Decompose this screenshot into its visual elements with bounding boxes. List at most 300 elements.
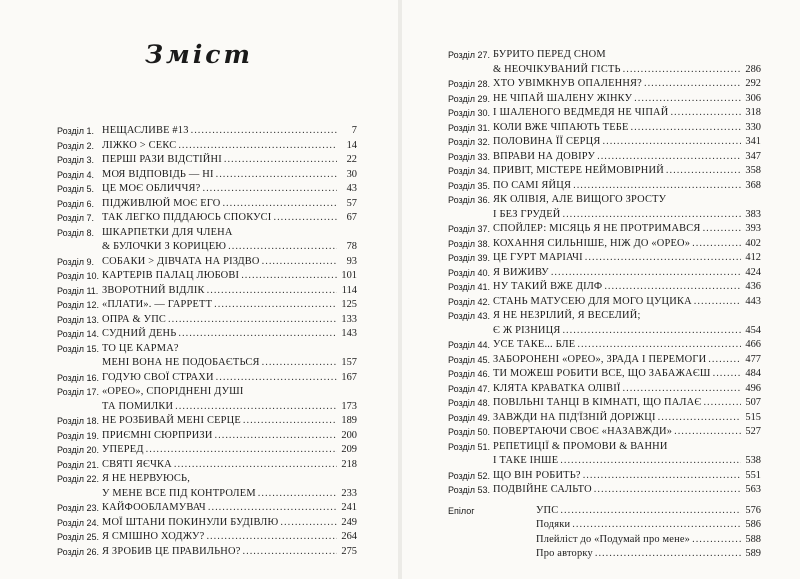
- toc-entry: [448, 518, 761, 533]
- entry-body: [493, 396, 761, 411]
- chapter-title-line: КОХАННЯ СИЛЬНІШЕ, НІЖ ДО «ОРЕО»: [493, 237, 691, 249]
- chapter-label: Розділ 20.: [57, 445, 99, 455]
- entry-last-line: [493, 63, 761, 78]
- chapter-label: Розділ 42.: [448, 296, 490, 307]
- chapter-label: Розділ 43.: [448, 311, 490, 321]
- entry-body: [493, 483, 761, 498]
- entry-last-line: [493, 396, 761, 411]
- chapter-label: Розділ 25.: [57, 532, 99, 542]
- dot-leader: [674, 425, 741, 440]
- chapter-title-line: СТАНЬ МАТУСЕЮ ДЛЯ МОГО ЦУЦИКА: [493, 295, 692, 307]
- dot-leader: [595, 547, 741, 562]
- chapter-title-line: ЩО ВІН РОБИТЬ?: [493, 469, 581, 481]
- dot-leader: [174, 458, 337, 473]
- page-number: 454: [745, 324, 761, 336]
- entry-body: [493, 222, 761, 237]
- chapter-title-line: ПЕРШІ РАЗИ ВІДСТІЙНІ: [102, 154, 222, 165]
- chapter-title-line: І ТАКЕ ІНШЕ: [493, 455, 559, 466]
- entry-body: [102, 269, 357, 284]
- entry-last-line: [493, 150, 761, 165]
- entry-last-line: [102, 313, 357, 328]
- entry-body: [102, 429, 357, 444]
- entry-body: [102, 298, 357, 313]
- chapter-title-line: СПОЙЛЕР: МІСЯЦЬ Я НЕ ПРОТРИМАВСЯ: [493, 223, 701, 234]
- chapter-label: Розділ 28.: [448, 79, 490, 89]
- chapter-title-line: ГОДУЮ СВОЇ СТРАХИ: [102, 371, 214, 383]
- entry-body: [493, 280, 761, 295]
- page-number: 318: [745, 107, 761, 118]
- chapter-title-line: ЛІЖКО > СЕКС: [102, 139, 177, 151]
- chapter-label: Розділ 10.: [57, 271, 99, 281]
- chapter-title-line: СВЯТІ ЯЄЧКА: [102, 458, 172, 470]
- page-number: 436: [745, 281, 761, 292]
- chapter-label: Розділ 19.: [57, 430, 99, 441]
- entry-body: [102, 385, 357, 414]
- chapter-title-line: Я СМІШНО ХОДЖУ?: [102, 531, 205, 542]
- toc-entry: [448, 193, 761, 222]
- chapter-label: Розділ 8.: [57, 227, 94, 238]
- toc-entry: [448, 382, 761, 397]
- page-number: 57: [346, 197, 357, 209]
- chapter-title-line: ПОВІЛЬНІ ТАНЦІ В КІМНАТІ, ЩО ПАЛАЄ: [493, 397, 702, 408]
- toc-entry: [448, 48, 761, 77]
- entry-body: [102, 139, 357, 154]
- dot-leader: [243, 414, 337, 429]
- entry-last-line: [102, 487, 357, 502]
- chapter-title-line: «ПЛАТИ». — ГАРРЕТТ: [102, 299, 213, 310]
- chapter-title-line: ЗАВЖДИ НА ПІД'ЇЗНІЙ ДОРІЖЦІ: [493, 411, 656, 423]
- dot-leader: [206, 530, 337, 545]
- chapter-label: Розділ 32.: [448, 137, 490, 147]
- page-number: 563: [745, 484, 761, 495]
- contents-title: Зміст: [145, 40, 253, 69]
- chapter-title-line: ЗВОРОТНИЙ ВІДЛІК: [102, 284, 205, 296]
- chapter-label: Розділ 38.: [448, 238, 490, 249]
- page-number: 551: [745, 469, 761, 481]
- dot-leader: [658, 411, 741, 426]
- entry-body: [536, 547, 761, 562]
- dot-leader: [207, 284, 337, 299]
- dot-leader: [708, 353, 741, 368]
- chapter-title-line: Я НЕ НЕЗРІЛИЙ, Я ВЕСЕЛИЙ;: [493, 310, 641, 321]
- entry-body: [493, 179, 761, 194]
- toc-entry: [448, 483, 761, 498]
- chapter-title-line: ПІДЖИВЛЮЙ МОЄ ЕГО: [102, 197, 221, 209]
- dot-leader: [562, 208, 741, 223]
- chapter-title-line: ПРИЄМНІ СЮРПРИЗИ: [102, 429, 213, 441]
- entry-body: [102, 342, 357, 371]
- entry-last-line: [493, 367, 761, 382]
- chapter-title-line: У МЕНЕ ВСЕ ПІД КОНТРОЛЕМ: [102, 487, 256, 499]
- chapter-label: Розділ 44.: [448, 340, 490, 350]
- chapter-label: Розділ 3.: [57, 155, 94, 165]
- page-number: 538: [745, 455, 761, 466]
- entry-body: [102, 153, 357, 168]
- chapter-title-line: ЗАБОРОНЕНІ «ОРЕО», ЗРАДА І ПЕРЕМОГИ: [493, 353, 707, 365]
- dot-leader: [692, 533, 741, 548]
- entry-last-line: [493, 295, 761, 310]
- chapter-title-line: КАЙФООБЛАМУВАЧ: [102, 502, 206, 513]
- entry-body: [493, 440, 761, 469]
- toc-entry: [57, 139, 357, 154]
- entry-last-line: [493, 338, 761, 353]
- chapter-label: Розділ 5.: [57, 184, 94, 194]
- entry-last-line: [102, 356, 357, 371]
- toc-entry: [448, 533, 761, 548]
- entry-last-line: [493, 266, 761, 281]
- entry-body: [536, 504, 761, 519]
- chapter-title-line: ТАК ЛЕГКО ПІДДАЮСЬ СПОКУСІ: [102, 212, 272, 223]
- entry-last-line: [102, 414, 357, 429]
- page-number: 393: [745, 223, 761, 234]
- page-number: 133: [341, 313, 357, 325]
- toc-entry: [57, 124, 357, 139]
- toc-entry: [57, 472, 357, 501]
- toc-entry: [57, 414, 357, 429]
- dot-leader: [273, 211, 337, 226]
- entry-last-line: [102, 139, 357, 154]
- toc-entry: [448, 440, 761, 469]
- dot-leader: [202, 182, 337, 197]
- dot-leader: [666, 164, 741, 179]
- page-number: 189: [341, 415, 357, 426]
- entry-last-line: [493, 483, 761, 498]
- toc-entry: [57, 255, 357, 270]
- chapter-title-line: ПОДВІЙНЕ САЛЬТО: [493, 484, 592, 495]
- entry-last-line: [493, 280, 761, 295]
- dot-leader: [703, 396, 741, 411]
- entry-last-line: [102, 211, 357, 226]
- dot-leader: [562, 324, 741, 339]
- toc-entry: [57, 327, 357, 342]
- chapter-title-line: КАРТЕРІВ ПАЛАЦ ЛЮБОВІ: [102, 270, 240, 281]
- page-number: 589: [745, 548, 761, 559]
- dot-leader: [262, 255, 337, 270]
- entry-body: [493, 92, 761, 107]
- entry-last-line: [102, 182, 357, 197]
- dot-leader: [214, 298, 337, 313]
- page-number: 14: [346, 139, 357, 151]
- page-number: 588: [745, 533, 761, 545]
- chapter-title-line: МОЯ ВІДПОВІДЬ — НІ: [102, 168, 214, 180]
- entry-last-line: [102, 458, 357, 473]
- dot-leader: [572, 518, 741, 533]
- chapter-title-line: КЛЯТА КРАВАТКА ОЛІВІЇ: [493, 382, 621, 394]
- page-number: 264: [341, 531, 357, 542]
- entry-body: [493, 106, 761, 121]
- entry-body: [493, 469, 761, 484]
- chapter-title-line: УСЕ ТАКЕ... БЛЕ: [493, 339, 576, 350]
- dot-leader: [585, 251, 741, 266]
- toc-entry: [448, 222, 761, 237]
- chapter-title-line: ТИ МОЖЕШ РОБИТИ ВСЕ, ЩО ЗАБАЖАЄШ: [493, 368, 711, 379]
- chapter-title-line: Плейліст до «Подумай про мене»: [536, 533, 691, 545]
- dot-leader: [216, 371, 337, 386]
- entry-body: [493, 251, 761, 266]
- entry-body: [493, 150, 761, 165]
- dot-leader: [243, 545, 337, 560]
- entry-last-line: [536, 533, 761, 548]
- chapter-label: Розділ 37.: [448, 224, 490, 234]
- entry-body: [102, 516, 357, 531]
- dot-leader: [178, 139, 337, 154]
- entry-last-line: [102, 284, 357, 299]
- toc-entry: [448, 106, 761, 121]
- entry-last-line: [102, 197, 357, 212]
- dot-leader: [208, 501, 337, 516]
- toc-entry: [448, 425, 761, 440]
- entry-body: [102, 501, 357, 516]
- chapter-title-line: І БЕЗ ГРУДЕЙ: [493, 208, 561, 220]
- chapter-title-line: ПО САМІ ЯЙЦЯ: [493, 179, 572, 191]
- dot-leader: [644, 77, 741, 92]
- page-number: 114: [341, 284, 357, 296]
- dot-leader: [623, 63, 741, 78]
- chapter-title-line: СОБАКИ > ДІВЧАТА НА РІЗДВО: [102, 255, 260, 267]
- page-number: 173: [341, 400, 357, 412]
- dot-leader: [224, 153, 337, 168]
- chapter-label: Розділ 48.: [448, 398, 490, 408]
- chapter-label: Розділ 46.: [448, 369, 490, 379]
- toc-entry: [448, 411, 761, 426]
- toc-entry: [57, 182, 357, 197]
- dot-leader: [597, 150, 741, 165]
- toc-entry: [57, 429, 357, 444]
- chapter-title-line: Я ЗРОБИВ ЦЕ ПРАВИЛЬНО?: [102, 545, 241, 557]
- entry-last-line: [493, 425, 761, 440]
- entry-body: [493, 266, 761, 281]
- chapter-label: Розділ 18.: [57, 416, 99, 426]
- toc-entry: [57, 516, 357, 531]
- chapter-title-line: Я ВИЖИВУ: [493, 266, 549, 278]
- entry-body: [102, 472, 357, 501]
- page-number: 233: [341, 487, 357, 499]
- dot-leader: [178, 327, 337, 342]
- entry-last-line: [493, 92, 761, 107]
- entry-body: [493, 309, 761, 338]
- entry-body: [102, 313, 357, 328]
- chapter-label: Розділ 23.: [57, 503, 99, 513]
- chapter-title-line: & БУЛОЧКИ З КОРИЦЕЮ: [102, 241, 227, 252]
- dot-leader: [241, 269, 337, 284]
- toc-entry: [57, 443, 357, 458]
- entry-last-line: [102, 240, 357, 255]
- entry-body: [493, 411, 761, 426]
- page-number: 443: [745, 295, 761, 307]
- chapter-label: Розділ 16.: [57, 372, 99, 383]
- chapter-title-line: ПОВЕРТАЮЧИ СВОЄ «НАЗАВЖДИ»: [493, 426, 673, 437]
- toc-entry: [57, 211, 357, 226]
- dot-leader: [228, 240, 337, 255]
- entry-last-line: [102, 516, 357, 531]
- entry-last-line: [493, 454, 761, 469]
- page-number: 209: [341, 444, 357, 455]
- entry-last-line: [493, 382, 761, 397]
- page-number: 306: [745, 92, 761, 104]
- chapter-title-line: ПОЛОВИНА ЇЇ СЕРЦЯ: [493, 136, 601, 147]
- chapter-label: Розділ 11.: [57, 285, 99, 296]
- entry-body: [493, 425, 761, 440]
- entry-last-line: [493, 251, 761, 266]
- chapter-label: Розділ 27.: [448, 50, 490, 60]
- chapter-label: Розділ 9.: [57, 256, 94, 267]
- dot-leader: [670, 106, 741, 121]
- chapter-label: Розділ 4.: [57, 169, 94, 180]
- toc-entry: [57, 530, 357, 545]
- chapter-label: Розділ 14.: [57, 329, 99, 339]
- entry-last-line: [493, 411, 761, 426]
- entry-last-line: [102, 168, 357, 183]
- entry-body: [493, 295, 761, 310]
- entry-last-line: [493, 179, 761, 194]
- entry-body: [102, 443, 357, 458]
- dot-leader: [216, 168, 337, 183]
- chapter-label: Розділ 33.: [448, 151, 490, 162]
- chapter-label: Розділ 22.: [57, 474, 99, 484]
- page-number: 477: [745, 353, 761, 365]
- entry-body: [102, 414, 357, 429]
- entry-body: [536, 518, 761, 533]
- dot-leader: [280, 516, 337, 531]
- toc-entry: [448, 251, 761, 266]
- chapter-label: Розділ 26.: [57, 546, 99, 557]
- chapter-title-line: ОПРА & УПС: [102, 313, 167, 325]
- chapter-label: [448, 518, 536, 533]
- page-number: 93: [346, 255, 357, 267]
- page-number: 157: [341, 357, 357, 368]
- chapter-title-line: МЕНІ ВОНА НЕ ПОДОБАЄТЬСЯ: [102, 357, 260, 368]
- page-number: 496: [745, 382, 761, 394]
- page-number: 30: [346, 168, 357, 180]
- chapter-title-line: ТА ПОМИЛКИ: [102, 400, 174, 412]
- entry-last-line: [536, 504, 761, 519]
- entry-last-line: [102, 545, 357, 560]
- dot-leader: [634, 92, 741, 107]
- entry-body: [493, 164, 761, 179]
- page-number: 347: [745, 150, 761, 162]
- toc-entry: [57, 168, 357, 183]
- dot-leader: [604, 280, 741, 295]
- entry-body: [102, 211, 357, 226]
- entry-body: [102, 255, 357, 270]
- page-number: 286: [745, 63, 761, 75]
- page-number: 402: [745, 237, 761, 249]
- entry-last-line: [493, 164, 761, 179]
- page-number: 125: [341, 299, 357, 310]
- entry-body: [493, 121, 761, 136]
- entry-last-line: [102, 269, 357, 284]
- entry-last-line: [493, 237, 761, 252]
- toc-entry: [448, 121, 761, 136]
- chapter-label: Розділ 52.: [448, 470, 490, 481]
- entry-body: [536, 533, 761, 548]
- entry-last-line: [102, 501, 357, 516]
- toc-entry: [448, 396, 761, 411]
- dot-leader: [694, 295, 741, 310]
- chapter-label: Розділ 35.: [448, 180, 490, 191]
- page-number: 218: [341, 458, 357, 470]
- page-number: 7: [351, 125, 357, 136]
- page-number: 200: [341, 429, 357, 441]
- page-number: 275: [341, 545, 357, 557]
- chapter-label: Розділ 17.: [57, 387, 99, 397]
- entry-body: [102, 284, 357, 299]
- page-number: 368: [745, 179, 761, 191]
- entry-body: [493, 135, 761, 150]
- toc-entry: [57, 458, 357, 473]
- toc-entry: [448, 164, 761, 179]
- chapter-label: Розділ 21.: [57, 459, 99, 470]
- page-number: 330: [745, 121, 761, 133]
- chapter-title-line: НУ ТАКИЙ ВЖЕ ДІЛФ: [493, 281, 603, 292]
- chapter-title-line: МОЇ ШТАНИ ПОКИНУЛИ БУДІВЛЮ: [102, 516, 279, 528]
- entry-body: [102, 182, 357, 197]
- chapter-label: Розділ 40.: [448, 267, 490, 278]
- dot-leader: [168, 313, 337, 328]
- dot-leader: [631, 121, 742, 136]
- chapter-title-line: НЕ РОЗБИВАЙ МЕНІ СЕРЦЕ: [102, 415, 241, 426]
- chapter-label: Розділ 24.: [57, 517, 99, 528]
- entry-last-line: [493, 208, 761, 223]
- page-number: 424: [745, 266, 761, 278]
- chapter-title-line: ХТО УВІМКНУВ ОПАЛЕННЯ?: [493, 78, 642, 89]
- entry-last-line: [102, 429, 357, 444]
- toc-entry: [57, 313, 357, 328]
- chapter-title-line: Є Ж РІЗНИЦЯ: [493, 324, 561, 336]
- toc-entry: [448, 150, 761, 165]
- toc-entry: [448, 280, 761, 295]
- chapter-label: Розділ 34.: [448, 166, 490, 176]
- chapter-label: Розділ 30.: [448, 108, 490, 118]
- toc-entry: [448, 266, 761, 281]
- entry-body: [493, 237, 761, 252]
- chapter-label: Розділ 41.: [448, 282, 490, 292]
- entry-body: [102, 197, 357, 212]
- entry-last-line: [536, 547, 761, 562]
- chapter-label: Розділ 13.: [57, 314, 99, 325]
- toc-entry: [57, 501, 357, 516]
- entry-last-line: [102, 298, 357, 313]
- entry-last-line: [102, 400, 357, 415]
- entry-last-line: [536, 518, 761, 533]
- chapter-label: Розділ 7.: [57, 213, 94, 223]
- chapter-label: Розділ 47.: [448, 383, 490, 394]
- dot-leader: [603, 135, 742, 150]
- dot-leader: [692, 237, 741, 252]
- chapter-title-line: УПЕРЕД: [102, 444, 144, 455]
- toc-entry: [448, 353, 761, 368]
- chapter-title-line: КОЛИ ВЖЕ ЧІПАЮТЬ ТЕБЕ: [493, 121, 629, 133]
- chapter-label: Розділ 49.: [448, 412, 490, 423]
- chapter-title-line: НЕЩАСЛИВЕ #13: [102, 125, 189, 136]
- dot-leader: [258, 487, 337, 502]
- page-number: 507: [745, 397, 761, 408]
- chapter-label: Розділ 2.: [57, 140, 94, 151]
- chapter-title-line: І ШАЛЕНОГО ВЕДМЕДЯ НЕ ЧІПАЙ: [493, 107, 669, 118]
- dot-leader: [583, 469, 741, 484]
- entry-last-line: [493, 324, 761, 339]
- page-number: 383: [745, 208, 761, 220]
- page-number: 22: [346, 154, 357, 165]
- chapter-label: Розділ 36.: [448, 195, 490, 205]
- toc-entry: [57, 371, 357, 386]
- entry-body: [493, 77, 761, 92]
- chapter-title-line: РЕПЕТИЦІЇ & ПРОМОВИ & ВАННИ: [493, 440, 668, 452]
- entry-body: [102, 168, 357, 183]
- entry-last-line: [493, 469, 761, 484]
- chapter-label: Розділ 31.: [448, 122, 490, 133]
- chapter-title-line: Про авторку: [536, 548, 593, 559]
